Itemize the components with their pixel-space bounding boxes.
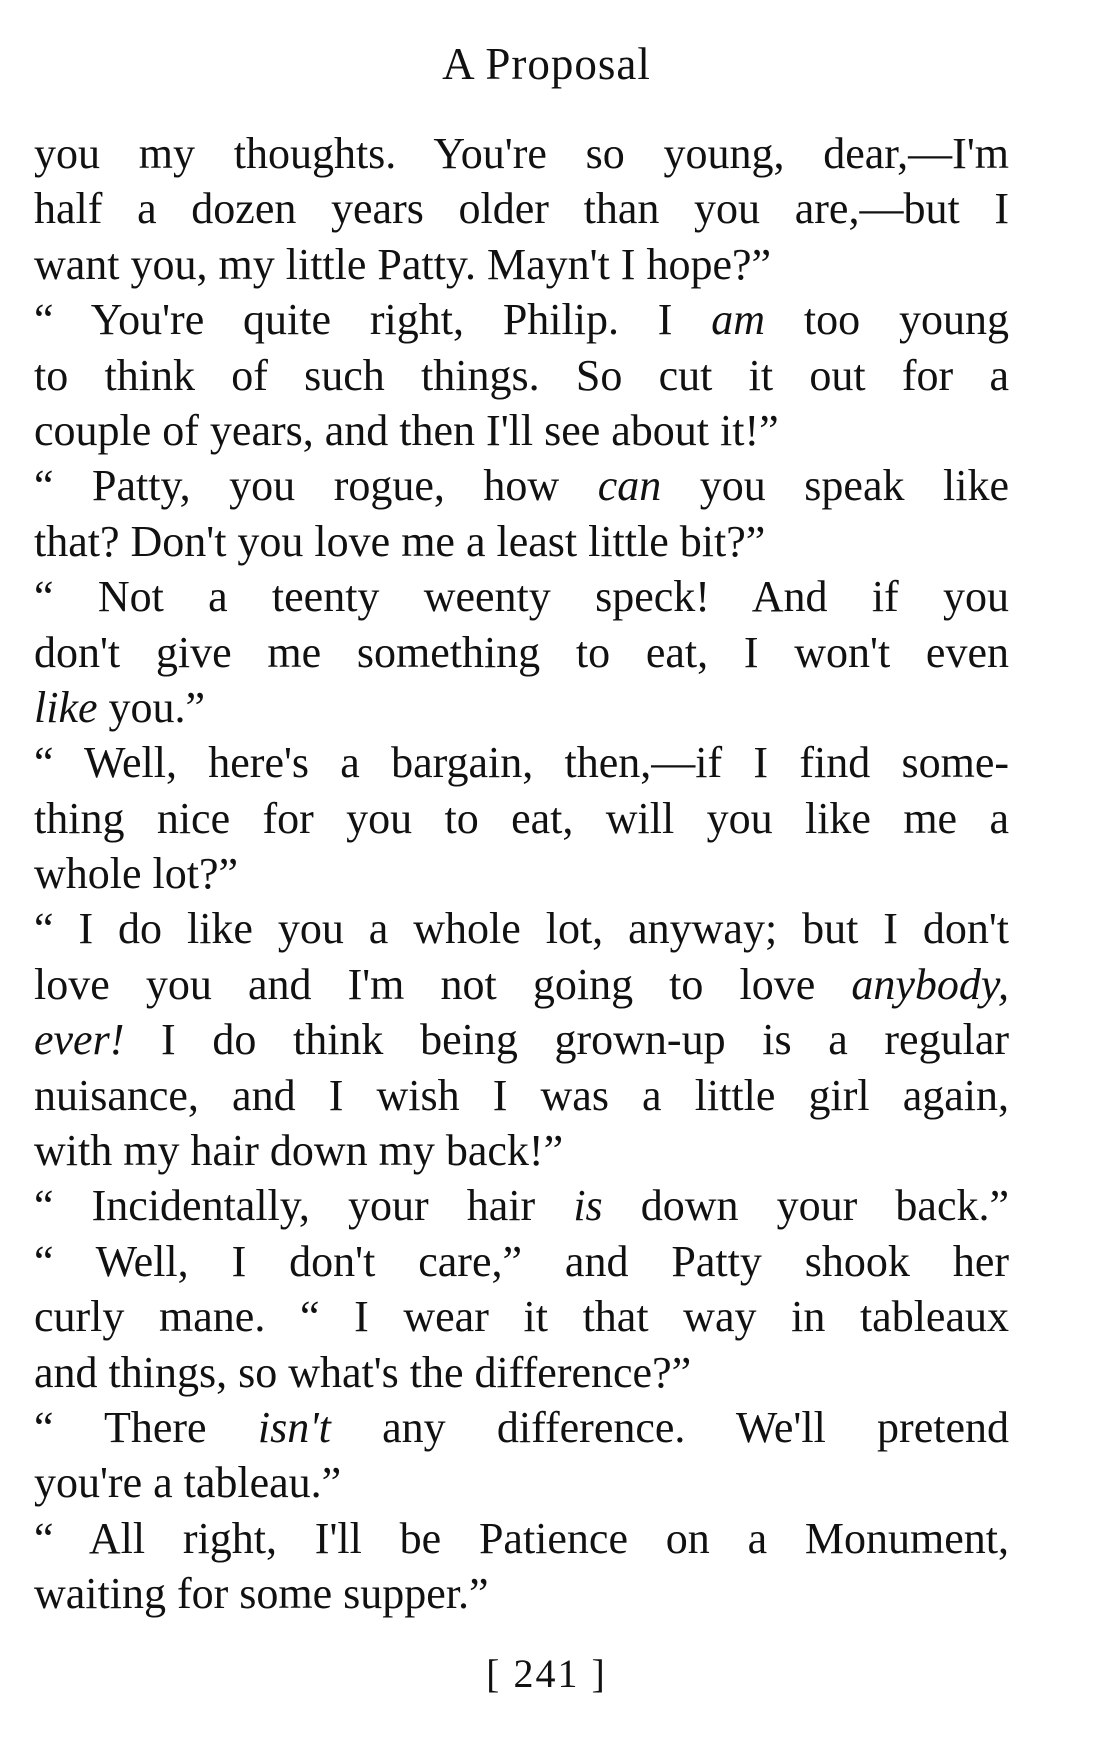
text-line: that? Don't you love me a least little bit?”: [34, 516, 766, 566]
text-line: don't give me something to eat, I won't even: [34, 627, 1009, 677]
text-line: waiting for some supper.”: [34, 1569, 489, 1619]
text-line: you're a tableau.”: [34, 1458, 342, 1508]
text-line: you my thoughts. You're so young, dear,—I'm: [34, 129, 1009, 178]
text-line: “ Incidentally, your hair is down your back.”: [34, 1181, 1010, 1231]
text-line: thing nice for you to eat, will you like me a: [34, 793, 1009, 843]
text-line: nuisance, and I wish I was a little girl again,: [34, 1070, 1009, 1120]
text-line: whole lot?”: [34, 849, 239, 899]
body-text: [34, 126, 1009, 1622]
text-line: with my hair down my back!”: [34, 1126, 564, 1176]
text-line: “ There isn't any difference. We'll pretend: [34, 1402, 1009, 1452]
text-line: “ Not a teenty weenty speck! And if you: [34, 572, 1009, 622]
text-line: love you and I'm not going to love anybody,: [34, 959, 1009, 1009]
text-line: couple of years, and then I'll see about it!”: [34, 405, 779, 455]
page-number: [ 241 ]: [486, 1651, 607, 1696]
text-line: “ Patty, you rogue, how can you speak like: [34, 461, 1009, 511]
text-line: “ You're quite right, Philip. I am too young: [34, 295, 1009, 345]
text-line: “ Well, I don't care,” and Patty shook her: [34, 1236, 1009, 1286]
text-line: and things, so what's the difference?”: [34, 1347, 692, 1397]
text-line: ever! I do think being grown-up is a regular: [34, 1015, 1009, 1065]
text-line: “ Well, here's a bargain, then,—if I find some-: [34, 738, 1009, 788]
text-line: to think of such things. So cut it out for a: [34, 350, 1009, 400]
text-line: curly mane. “ I wear it that way in tableaux: [34, 1292, 1009, 1342]
running-head: A Proposal: [442, 39, 651, 89]
text-line: “ All right, I'll be Patience on a Monument,: [34, 1513, 1009, 1563]
text-line: want you, my little Patty. Mayn't I hope?”: [34, 239, 772, 289]
text-line: “ I do like you a whole lot, anyway; but I don't: [34, 904, 1009, 954]
text-line: like you.”: [34, 682, 206, 732]
text-line: half a dozen years older than you are,—but I: [34, 184, 1009, 234]
